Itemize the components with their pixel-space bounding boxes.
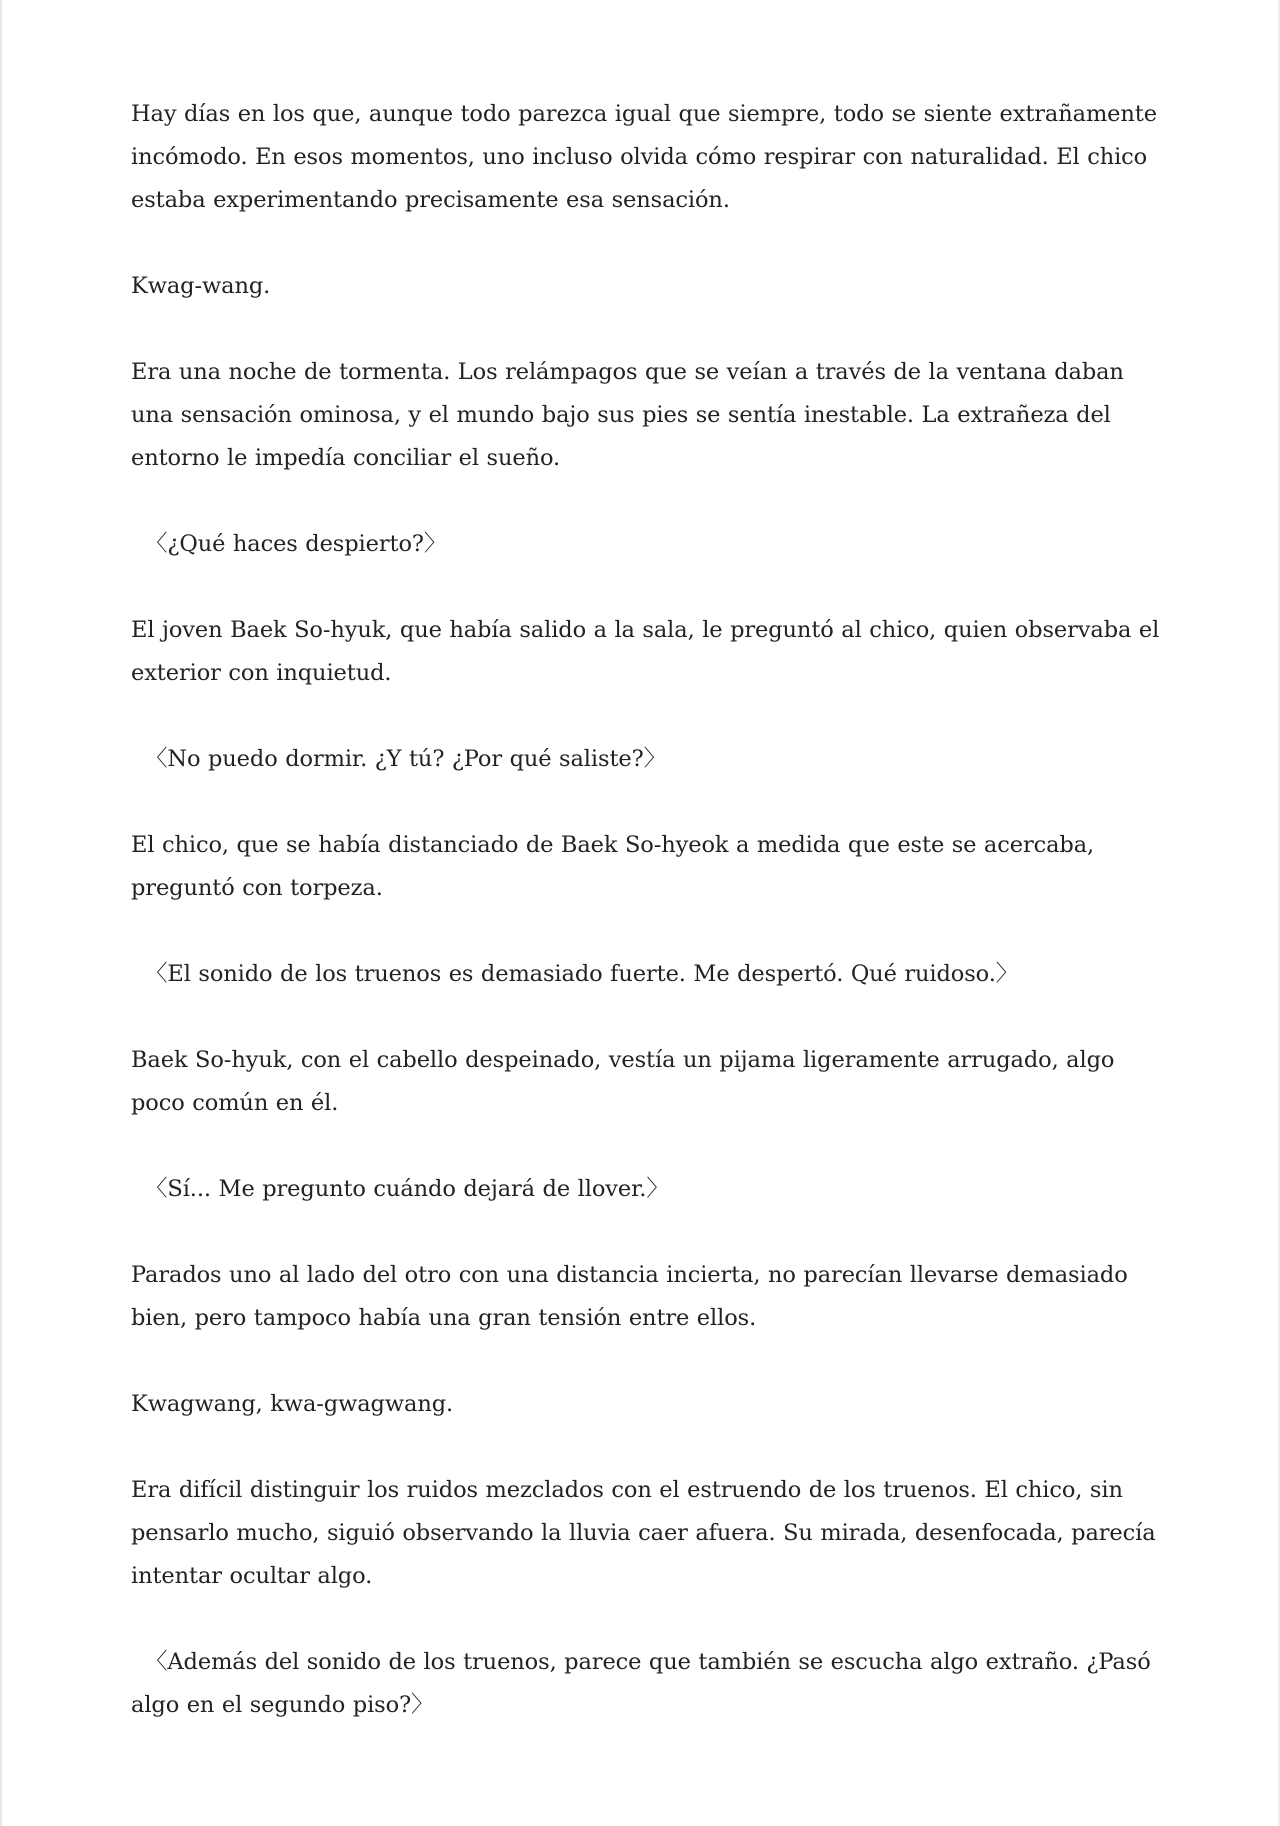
- paragraph-dialogue: 〈¿Qué haces despierto?〉: [145, 531, 447, 557]
- paragraph-narration: Baek So-hyuk, con el cabello despeinado, vestía un pijama ligeramente arrugado, algo poco común en él.: [131, 1047, 1115, 1116]
- chapter-text: [131, 93, 1161, 1727]
- paragraph-narration: El joven Baek So-hyuk, que había salido a la sala, le preguntó al chico, quien observaba el exterior con inquietud.: [131, 617, 1160, 686]
- paragraph-dialogue: 〈El sonido de los truenos es demasiado fuerte. Me despertó. Qué ruidoso.〉: [145, 961, 1019, 987]
- paragraph-narration: El chico, que se había distanciado de Baek So-hyeok a medida que este se acercaba, preguntó con torpeza.: [131, 832, 1095, 901]
- paragraph-dialogue: 〈Además del sonido de los truenos, parece que también se escucha algo extraño. ¿Pasó algo en el segundo piso?〉: [131, 1649, 1151, 1718]
- paragraph-narration: Era difícil distinguir los ruidos mezclados con el estruendo de los truenos. El chico, sin pensarlo mucho, siguió observando la lluvia caer afuera. Su mirada, desenfocada, parecía intentar ocultar algo.: [131, 1477, 1156, 1589]
- paragraph-sound-effect: Kwagwang, kwa-gwagwang.: [131, 1391, 454, 1417]
- paragraph-narration: Hay días en los que, aunque todo parezca igual que siempre, todo se siente extrañamente incómodo. En esos momentos, uno incluso olvida cómo respirar con naturalidad. El chico estaba experimentando precisamente esa sensación.: [131, 101, 1157, 213]
- paragraph-sound-effect: Kwag-wang.: [131, 273, 271, 299]
- paragraph-narration: Parados uno al lado del otro con una distancia incierta, no parecían llevarse demasiado bien, pero tampoco había una gran tensión entre ellos.: [131, 1262, 1128, 1331]
- paragraph-dialogue: 〈No puedo dormir. ¿Y tú? ¿Por qué saliste?〉: [145, 746, 666, 772]
- paragraph-narration: Era una noche de tormenta. Los relámpagos que se veían a través de la ventana daban una sensación ominosa, y el mundo bajo sus pies se sentía inestable. La extrañeza del entorno le impedía conciliar el sueño.: [131, 359, 1124, 471]
- paragraph-dialogue: 〈Sí... Me pregunto cuándo dejará de llover.〉: [145, 1176, 669, 1202]
